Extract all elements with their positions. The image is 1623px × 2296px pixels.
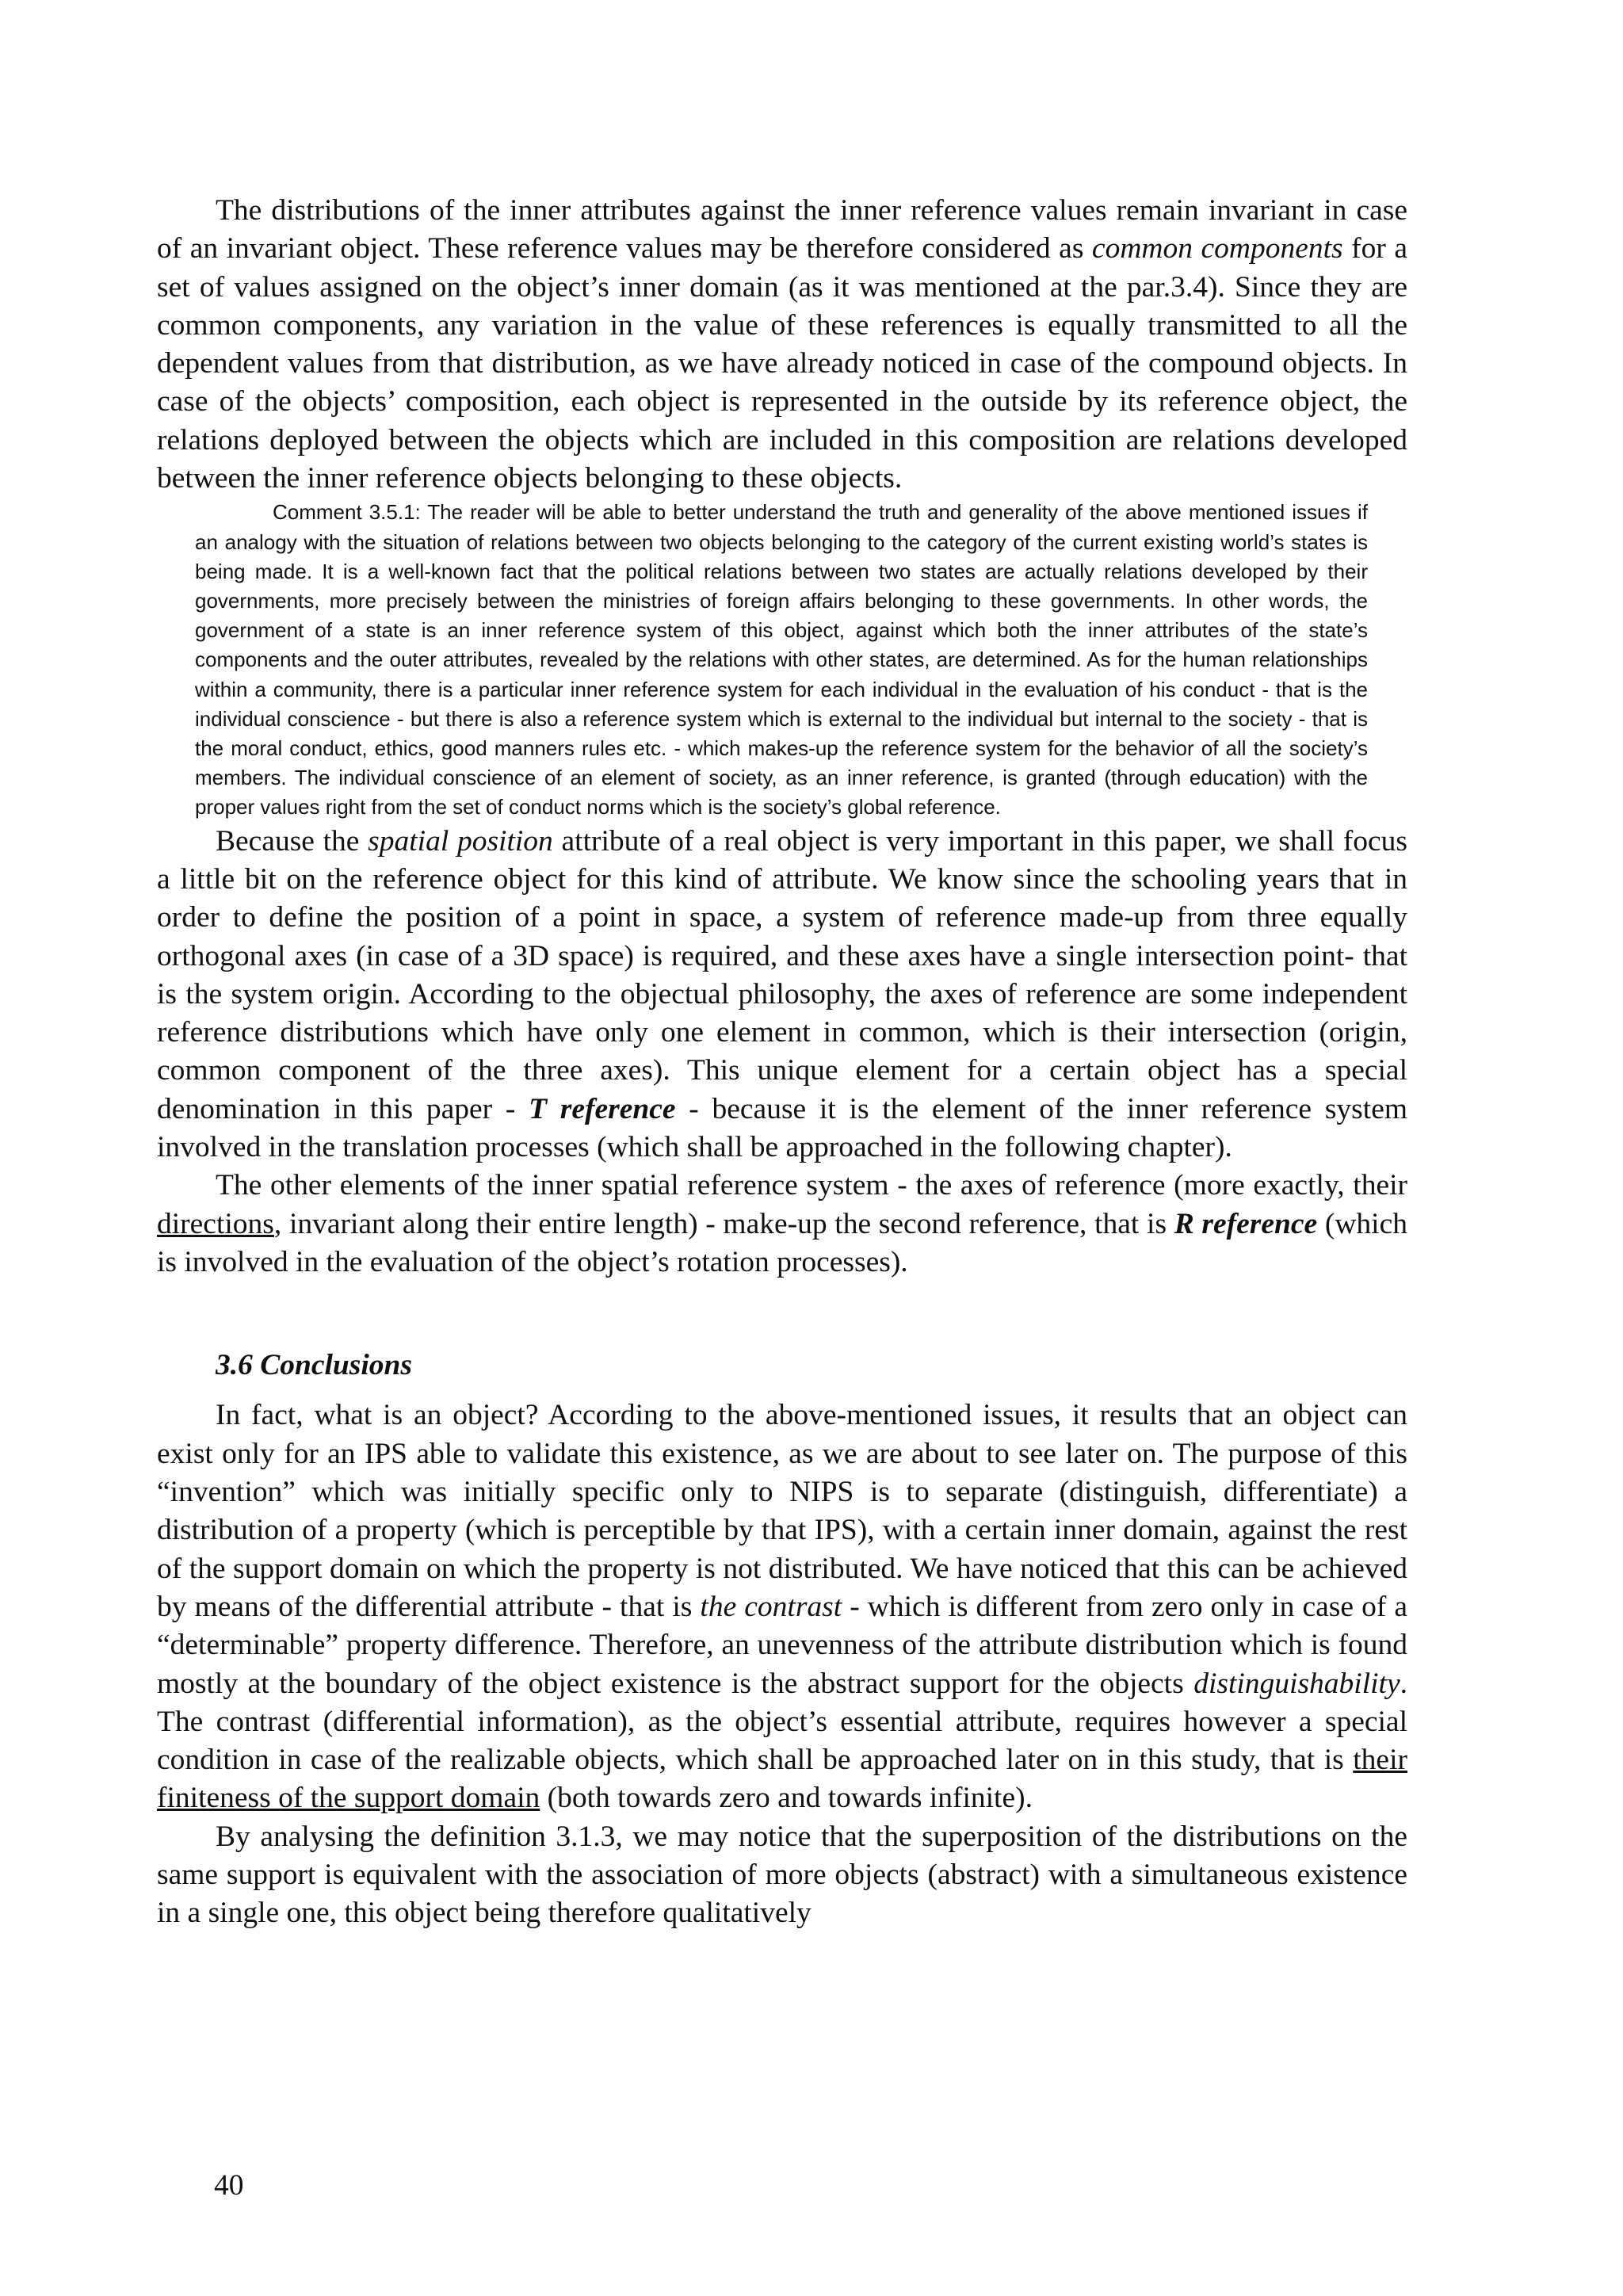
emphasis-spatial-position: spatial position [368,824,553,858]
paragraph-inner-reference-values: The distributions of the inner attributes against the inner reference values remain invariant in case of an invariant object. These reference values may be therefore considered as common components for a set of values assigned on the object’s inner domain (as it was mentioned at the par.3.4). Since they are common components, any variation in the value of these references is equally transmitted to all the dependent values from that distribution, as we have already noticed in case of the compound objects. In case of the objects’ composition, each object is represented in the outside by its reference object, the relations deployed between the objects which are included in this composition are relations developed between the inner reference objects belonging to these objects. [157,194,1407,495]
underlined-directions: directions [157,1207,274,1240]
emphasis-the-contrast: the contrast [700,1590,842,1623]
comment-3-5-1: Comment 3.5.1: The reader will be able to better understand the truth and generality of the above mentioned issues if an analogy with the situation of relations between two objects belonging to the category of the current existing world’s states is being made. It is a well-known fact that the political relations between two states are actually relations developed by their governments, more precisely between the ministries of foreign affairs belonging to these governments. In other words, the government of a state is an inner reference system of this object, against which both the inner attributes of the state’s components and the outer attributes, revealed by the relations with other states, are determined. As for the human relationships within a community, there is a particular inner reference system for each individual in the evaluation of his conduct - that is the individual conscience - but there is also a reference system which is external to the individual but internal to the society - that is the moral conduct, ethics, good manners rules etc. - which makes-up the reference system for the behavior of all the society’s members. The individual conscience of an element of society, as an inner reference, is granted (through education) with the proper values right from the set of conduct norms which is the society’s global reference. [195,500,1368,819]
term-t-reference: T reference [529,1092,676,1125]
paragraph-what-is-an-object: In fact, what is an object? According to the above-mentioned issues, it results that an object can exist only for an IPS able to validate this existence, as we are about to see later on. The purpose of this “invention” which was initially specific only to NIPS is to separate (distinguish, differentiate) a distribution of a property (which is perceptible by that IPS), with a certain inner domain, against the rest of the support domain on which the property is not distributed. We have noticed that this can be achieved by means of the differential attribute - that is the contrast - which is different from zero only in case of a “determinable” property difference. Therefore, an unevenness of the attribute distribution which is found mostly at the boundary of the object existence is the abstract support for the objects distinguishability. The contrast (differential information), as the object’s essential attribute, requires however a special condition in case of the realizable objects, which shall be approached later on in this study, that is their finiteness of the support domain (both towards zero and towards infinite). [157,1399,1407,1815]
paragraph-spatial-position: Because the spatial position attribute of a real object is very important in this paper, we shall focus a little bit on the reference object for this kind of attribute. We know since the schooling years that in order to define the position of a point in space, a system of reference made-up from three equally orthogonal axes (in case of a 3D space) is required, and these axes have a single intersection point- that is the system origin. According to the objectual philosophy, the axes of reference are some independent reference distributions which have only one element in common, which is their intersection (origin, common component of the three axes). This unique element for a certain object has a special denomination in this paper - T reference - because it is the element of the inner reference system involved in the translation processes (which shall be approached in the following chapter). [157,824,1408,1163]
underlined-finiteness: their finiteness of the support domain [157,1744,1407,1815]
page-number: 40 [214,2169,244,2202]
emphasis-distinguishability: distinguishability [1193,1667,1400,1700]
emphasis-common-components: common components [1091,232,1343,266]
paragraph-r-reference: The other elements of the inner spatial reference system - the axes of reference (more exactly, their directions, invariant along their entire length) - make-up the second reference, that is R reference (which is involved in the evaluation of the object’s rotation processes). [157,1169,1407,1278]
page-body [157,192,1407,1933]
term-r-reference: R reference [1174,1207,1318,1240]
section-heading-conclusions: 3.6 Conclusions [216,1349,412,1382]
paragraph-definition-3-1-3: By analysing the definition 3.1.3, we may notice that the superposition of the distributions on the same support is equivalent with the association of more objects (abstract) with a simultaneous existence in a single one, this object being therefore qualitatively [157,1820,1407,1930]
